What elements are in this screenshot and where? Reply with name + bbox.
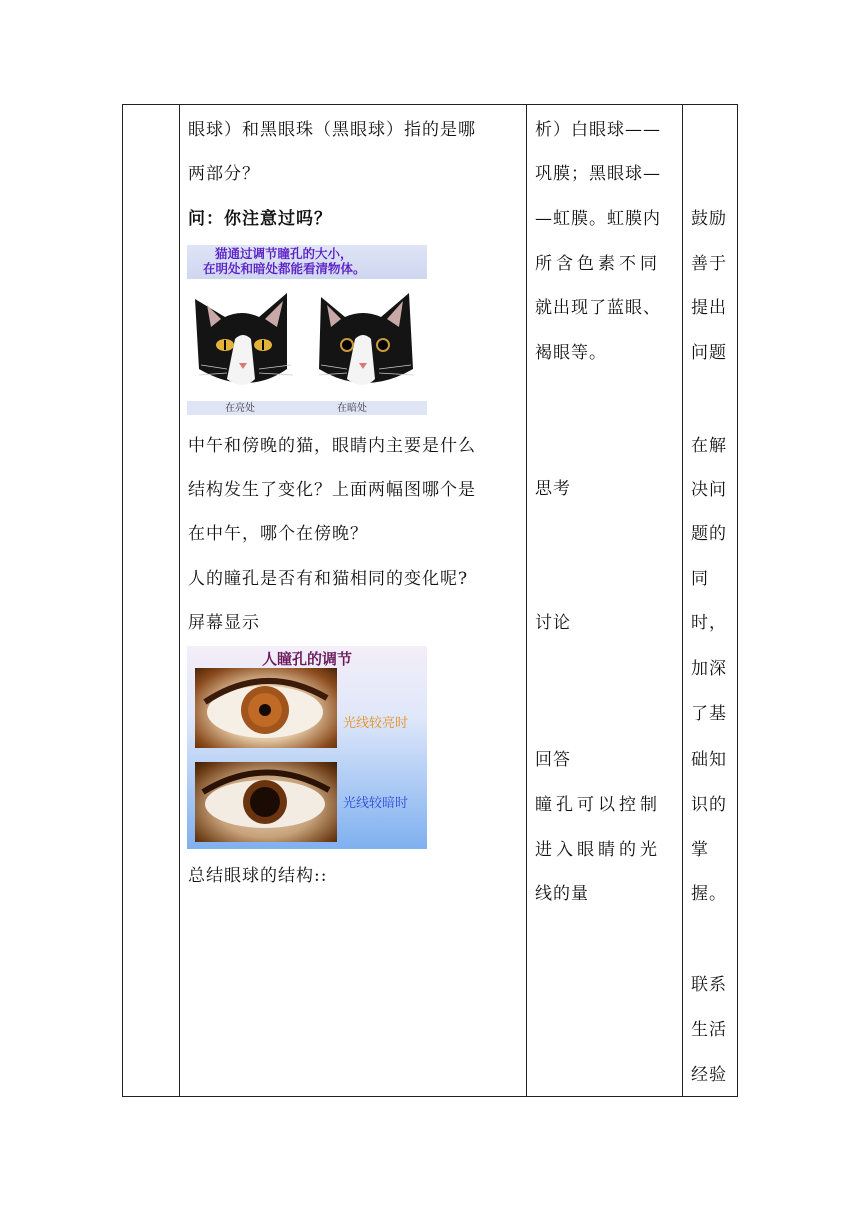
text-line: 鼓励 <box>691 209 727 229</box>
lesson-table <box>122 104 738 1097</box>
text-line: 加深 <box>691 659 727 679</box>
discuss-label: 讨论 <box>535 613 571 633</box>
text-line: 生活 <box>691 1020 727 1040</box>
cat-caption-1: 猫通过调节瞳孔的大小， <box>215 246 353 261</box>
eye-label-bright: 光线较亮时 <box>343 716 409 731</box>
text-line: 就出现了蓝眼、 <box>535 298 661 318</box>
text-line: 人的瞳孔是否有和猫相同的变化呢? <box>188 569 469 589</box>
text-line: 进入眼睛的光 <box>535 840 661 860</box>
cat-bright-icon <box>195 293 293 385</box>
text-line: 时， <box>691 613 727 633</box>
text-line: 瞳孔可以控制 <box>535 795 661 815</box>
text-line: 巩膜；黑眼球— <box>535 164 661 184</box>
text-line: 褐眼等。 <box>535 343 607 363</box>
text-line: 析）白眼球—— <box>535 120 661 140</box>
cat-pupil-image <box>187 245 427 415</box>
eye-figure-title: 人瞳孔的调节 <box>261 650 352 668</box>
question-heading: 问：你注意过吗？ <box>188 209 332 229</box>
text-line: 善于 <box>691 254 727 274</box>
eye-bright-photo <box>195 668 337 748</box>
text-line: 结构发生了变化？上面两幅图哪个是 <box>188 480 476 500</box>
teacher-activity-cell <box>180 105 526 1096</box>
cat-faces-illustration <box>187 279 427 401</box>
text-line: 中午和傍晚的猫，眼睛内主要是什么 <box>188 436 476 456</box>
cat-dark-icon <box>319 293 413 385</box>
text-line: 识的 <box>691 795 727 815</box>
think-label: 思考 <box>535 479 571 499</box>
text-line: 同 <box>691 569 709 589</box>
eye-label-dark: 光线较暗时 <box>343 796 409 811</box>
cat-label-bright: 在亮处 <box>225 403 255 414</box>
text-line: 在中午，哪个在傍晚？ <box>188 524 368 544</box>
text-line: 所含色素不同 <box>535 254 661 274</box>
text-line: 在解 <box>691 436 727 456</box>
student-activity-cell <box>527 105 682 1096</box>
text-line: 眼球）和黑眼珠（黑眼球）指的是哪 <box>188 120 476 140</box>
text-line: 握。 <box>691 884 727 904</box>
text-line: 决问 <box>691 480 727 500</box>
text-line: 了基 <box>691 704 727 724</box>
eye-dark-photo <box>195 762 337 842</box>
text-line: 两部分？ <box>188 164 260 184</box>
text-line: 提出 <box>691 298 727 318</box>
text-line: 联系 <box>691 975 727 995</box>
text-line: 础知 <box>691 750 727 770</box>
text-line: 题的 <box>691 524 727 544</box>
cat-caption-2: 在明处和暗处都能看清物体。 <box>203 261 366 276</box>
text-line: 线的量 <box>535 884 589 904</box>
text-line: 总结眼球的结构:: <box>188 866 328 886</box>
answer-label: 回答 <box>535 750 571 770</box>
text-line: 掌 <box>691 840 709 860</box>
text-line: 屏幕显示 <box>188 613 260 633</box>
design-intent-cell <box>683 105 737 1096</box>
text-line: 经验 <box>691 1065 727 1085</box>
text-line: —虹膜。虹膜内 <box>535 209 661 229</box>
cat-label-dark: 在暗处 <box>337 403 367 414</box>
text-line: 问题 <box>691 343 727 363</box>
human-pupil-image <box>187 646 427 849</box>
